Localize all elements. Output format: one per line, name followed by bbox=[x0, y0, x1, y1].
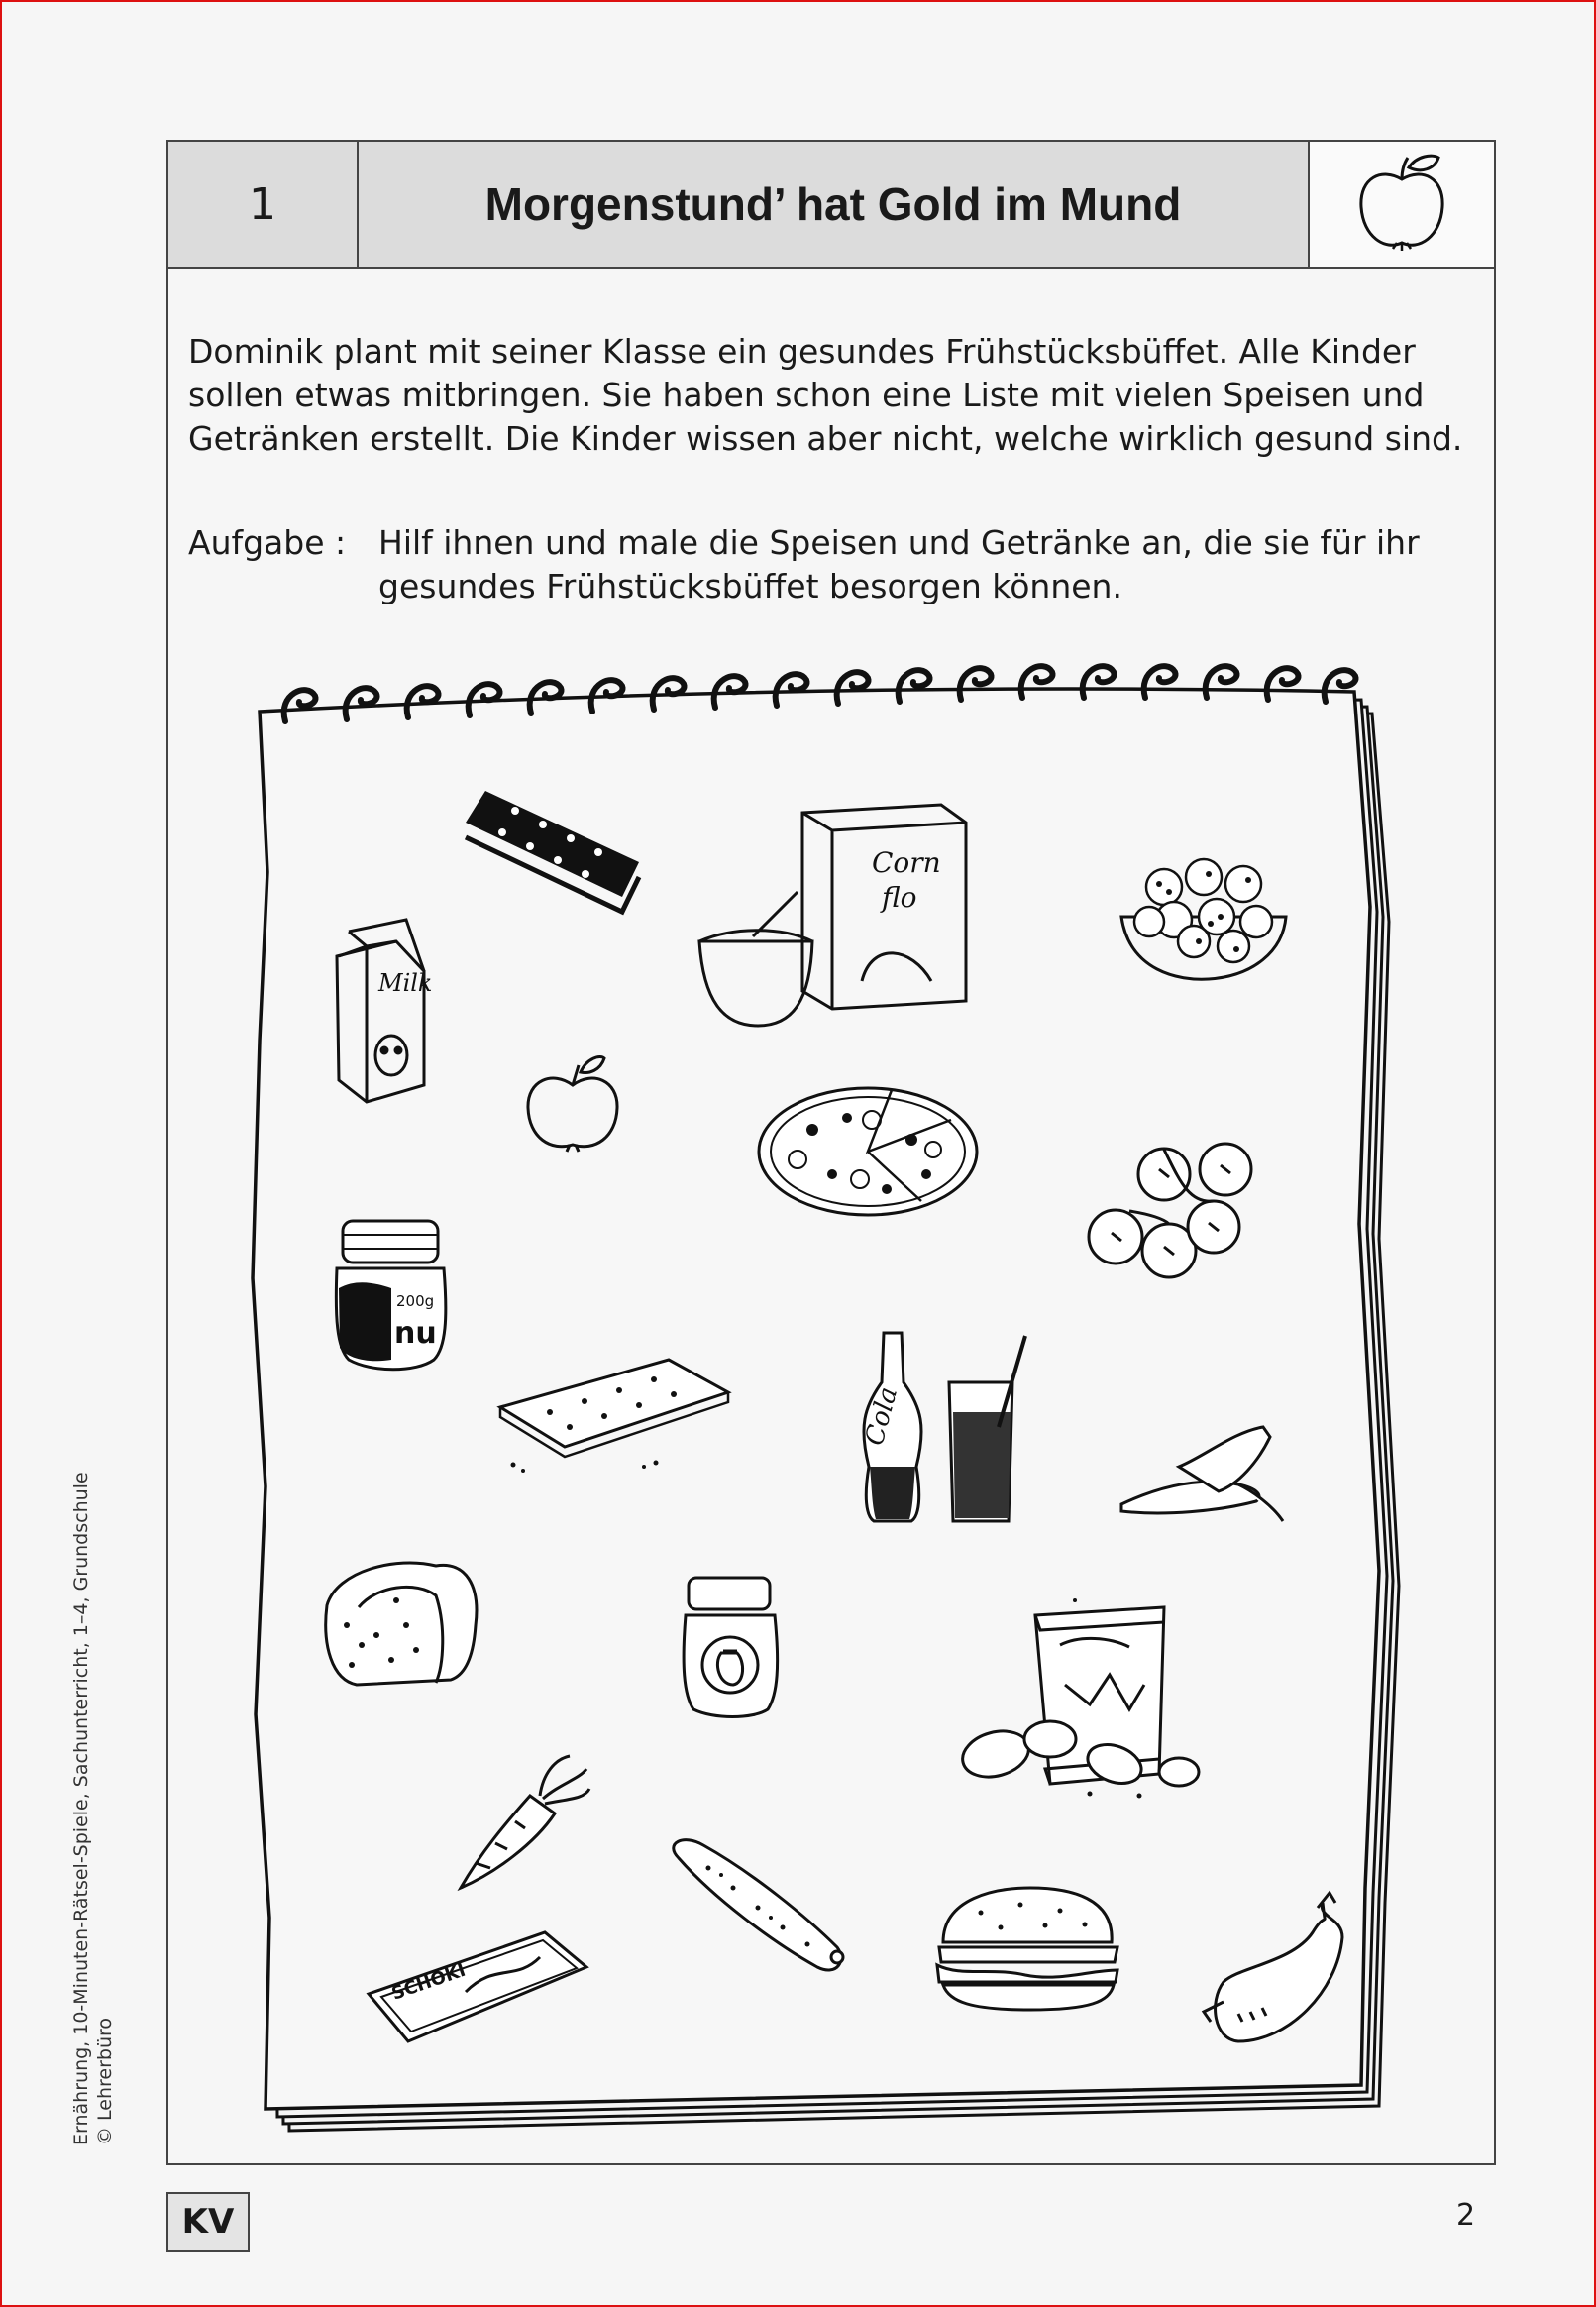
cola-label: Cola bbox=[859, 1383, 904, 1449]
copyright-line-2: © Lehrerbüro bbox=[94, 2017, 116, 2145]
milk-label: Milk bbox=[378, 969, 433, 997]
nutella-jar-icon bbox=[336, 1221, 446, 1370]
task-text: Hilf ihnen und male die Speisen und Getränke an, die sie für ihr gesundes Frühstücksbüffet besorgen können. bbox=[378, 523, 1420, 605]
copyright-line-1: Ernährung, 10-Minuten-Rätsel-Spiele, Sachunterricht, 1–4, Grundschule bbox=[70, 1472, 92, 2145]
nutella-label: nu bbox=[394, 1316, 437, 1351]
intro-text: Dominik plant mit seiner Klasse ein gesundes Frühstücksbüffet. Alle Kinder sollen etwas mitbringen. Sie haben schon eine Liste mit vielen Speisen und Getränken erstellt. Die Kinder wissen aber nicht, welche wirklich gesund sind. bbox=[188, 332, 1463, 458]
worksheet-number: 1 bbox=[168, 142, 359, 267]
cornflakes-label: Corn bbox=[872, 846, 941, 879]
task-label: Aufgabe : bbox=[188, 523, 347, 562]
kv-label: KV bbox=[166, 2192, 250, 2252]
copyright-sidebar bbox=[69, 1472, 117, 2145]
cornflakes-label-2: flo bbox=[882, 881, 917, 914]
burger-icon bbox=[937, 1888, 1117, 2010]
page-number: 2 bbox=[1456, 2198, 1476, 2233]
pizza-icon bbox=[759, 1088, 977, 1215]
nutella-weight: 200g bbox=[396, 1292, 435, 1310]
jam-jar-icon bbox=[684, 1578, 778, 1717]
chocolate-label: SCHOKI bbox=[388, 1959, 469, 2005]
page-title: Morgenstund’ hat Gold im Mund bbox=[359, 142, 1310, 267]
bread-icon bbox=[326, 1563, 477, 1685]
